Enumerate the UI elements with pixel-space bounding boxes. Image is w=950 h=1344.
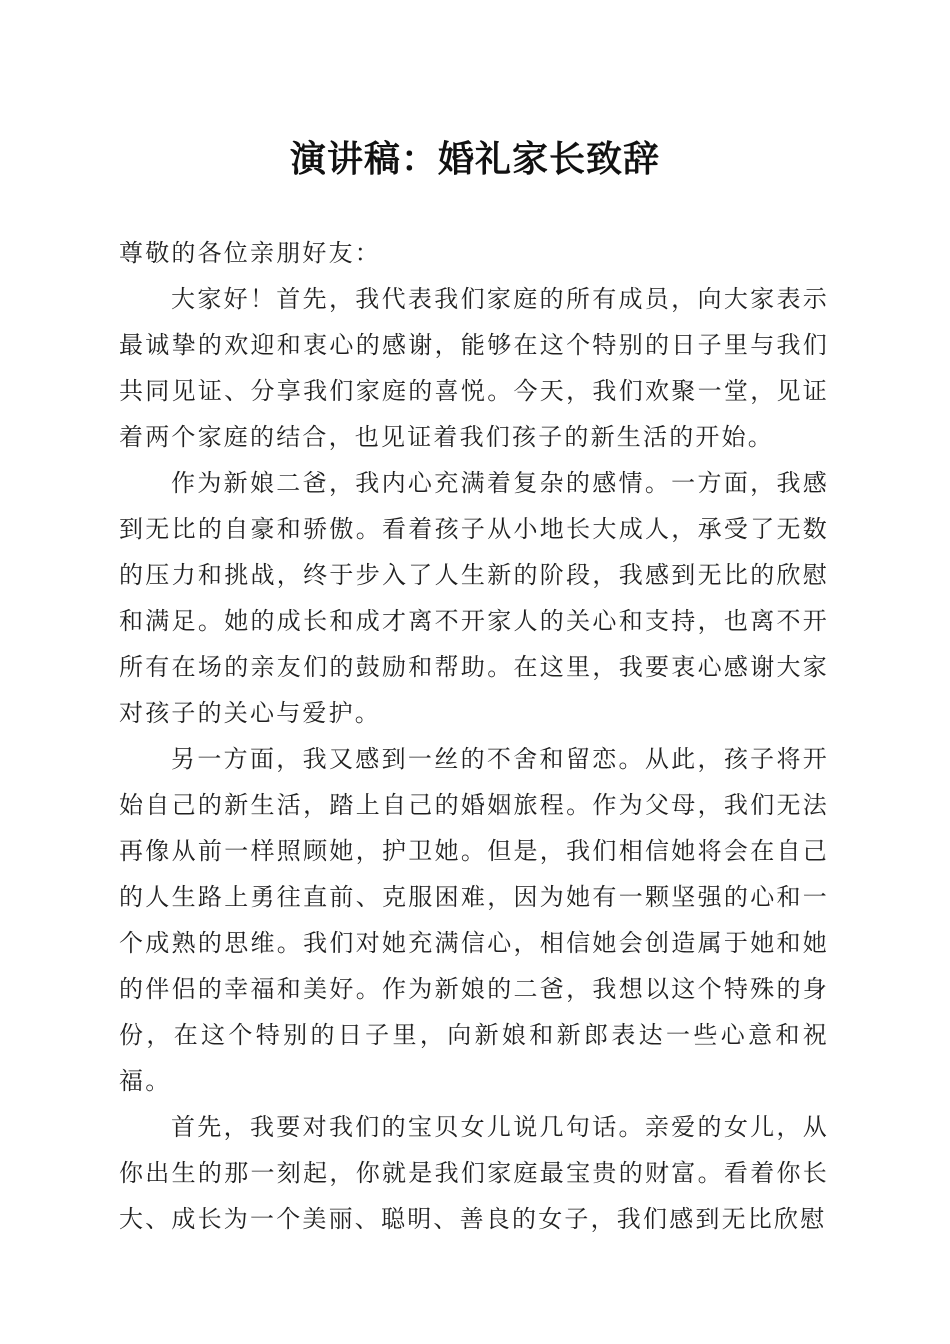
- paragraph-1: 大家好！首先，我代表我们家庭的所有成员，向大家表示最诚挚的欢迎和衷心的感谢，能够在这个特别的日子里与我们共同见证、分享我们家庭的喜悦。今天，我们欢聚一堂，见证着两个家庭的结合，也见证着我们孩子的新生活的开始。: [119, 285, 829, 451]
- paragraph-4: 首先，我要对我们的宝贝女儿说几句话。亲爱的女儿，从你出生的那一刻起，你就是我们家庭最宝贵的财富。看着你长大、成长为一个美丽、聪明、善良的女子，我们感到无比欣慰: [119, 1113, 829, 1233]
- paragraph-2: 作为新娘二爸，我内心充满着复杂的感情。一方面，我感到无比的自豪和骄傲。看着孩子从小地长大成人，承受了无数的压力和挑战，终于步入了人生新的阶段，我感到无比的欣慰和满足。她的成长和成才离不开家人的关心和支持，也离不开所有在场的亲友们的鼓励和帮助。在这里，我要衷心感谢大家对孩子的关心与爱护。: [119, 469, 829, 727]
- page-title: 演讲稿：婚礼家长致辞: [289, 138, 660, 180]
- salutation: 尊敬的各位亲朋好友：: [119, 239, 381, 267]
- paragraph-3: 另一方面，我又感到一丝的不舍和留恋。从此，孩子将开始自己的新生活，踏上自己的婚姻旅程。作为父母，我们无法再像从前一样照顾她，护卫她。但是，我们相信她将会在自己的人生路上勇往直前、克服困难，因为她有一颗坚强的心和一个成熟的思维。我们对她充满信心，相信她会创造属于她和她的伴侣的幸福和美好。作为新娘的二爸，我想以这个特殊的身份，在这个特别的日子里，向新娘和新郎表达一些心意和祝福。: [119, 745, 829, 1095]
- document-body: [119, 230, 829, 1242]
